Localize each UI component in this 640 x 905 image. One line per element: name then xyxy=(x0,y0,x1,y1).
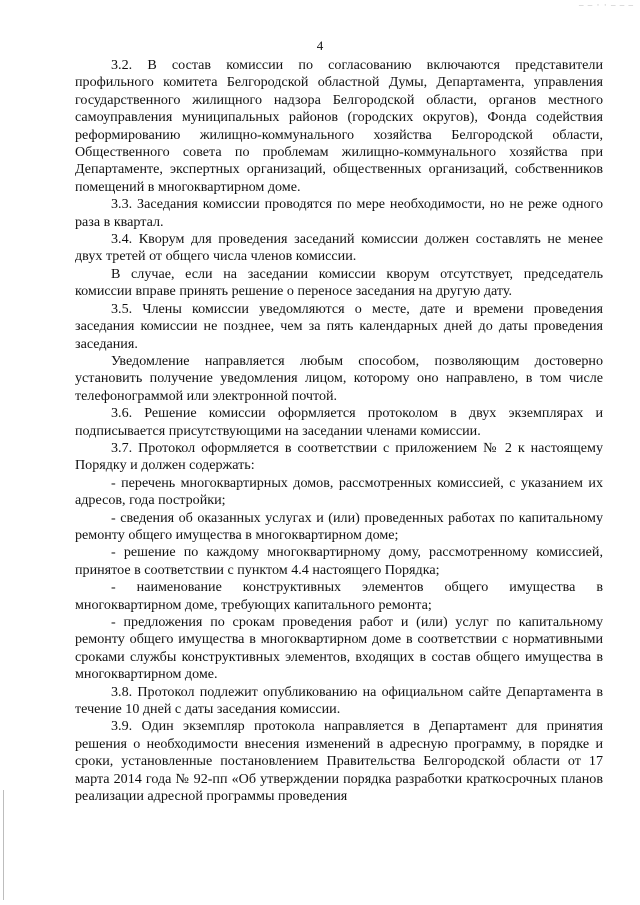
paragraph-notification: Уведомление направляется любым способом, позволяющим достоверно установить получение уведомления лицом, которому оно направлено, в том числе телефонограммой или электронной почтой. xyxy=(75,352,603,404)
list-item-services: - сведения об оказанных услугах и (или) проведенных работах по капитальному ремонту общего имущества в многоквартирном доме; xyxy=(75,509,603,543)
document-body xyxy=(75,57,603,805)
list-item-decision: - решение по каждому многоквартирному дому, рассмотренному комиссией, принятое в соответствии с пунктом 4.4 настоящего Порядка; xyxy=(75,544,603,578)
list-item-proposals: - предложения по срокам проведения работ и (или) услуг по капитальному ремонту общего имущества в многоквартирном доме в соответствии с нормативными сроками службы конструктивных элементов, входящих в состав общего имущества в многоквартирном доме. xyxy=(75,614,603,683)
list-item-elements: - наименование конструктивных элементов общего имущества в многоквартирном доме, требующих капитального ремонта; xyxy=(75,579,603,613)
scan-corner-mark: – – · · – – – xyxy=(579,0,634,10)
paragraph-3-9: 3.9. Один экземпляр протокола направляется в Департамент для принятия решения о необходимости внесения изменений в адресную программу, в порядке и сроки, установленные постановлением Правительства Белгородской области от 17 марта 2014 года № 92-пп «Об утверждении порядка разработки краткосрочных планов реализации адресной программы проведения xyxy=(75,718,603,805)
paragraph-3-4: 3.4. Кворум для проведения заседаний комиссии должен составлять не менее двух третей от общего числа членов комиссии. xyxy=(75,231,603,265)
paragraph-3-3: 3.3. Заседания комиссии проводятся по мере необходимости, но не реже одного раза в квартал. xyxy=(75,196,603,230)
paragraph-3-8: 3.8. Протокол подлежит опубликованию на официальном сайте Департамента в течение 10 дней с даты заседания комиссии. xyxy=(75,683,603,718)
paragraph-3-7: 3.7. Протокол оформляется в соответствии с приложением № 2 к настоящему Порядку и должен содержать: xyxy=(75,439,603,474)
page-number: 4 xyxy=(316,38,324,53)
paragraph-3-6: 3.6. Решение комиссии оформляется протоколом в двух экземплярах и подписывается присутствующими на заседании членами комиссии. xyxy=(75,405,603,439)
paragraph-3-5: 3.5. Члены комиссии уведомляются о месте, дате и времени проведения заседания комиссии не позднее, чем за пять календарных дней до даты проведения заседания. xyxy=(75,300,603,352)
paragraph-3-2: 3.2. В состав комиссии по согласованию включаются представители профильного комитета Белгородской областной Думы, Департамента, управления государственного жилищного надзора Белгородской области, органов местного самоуправления муниципальных районов (городских округов), Фонда содействия реформированию жилищно-коммунального хозяйства Белгородской области, Общественного совета по проблемам жилищно-коммунального хозяйства при Департаменте, экспертных организаций, общественных организаций, собственников помещений в многоквартирном доме. xyxy=(75,57,603,195)
paragraph-quorum: В случае, если на заседании комиссии кворум отсутствует, председатель комиссии вправе принять решение о переносе заседания на другую дату. xyxy=(75,265,603,300)
list-item-houses: - перечень многоквартирных домов, рассмотренных комиссией, с указанием их адресов, года постройки; xyxy=(75,474,603,509)
scan-edge-line xyxy=(3,790,4,900)
